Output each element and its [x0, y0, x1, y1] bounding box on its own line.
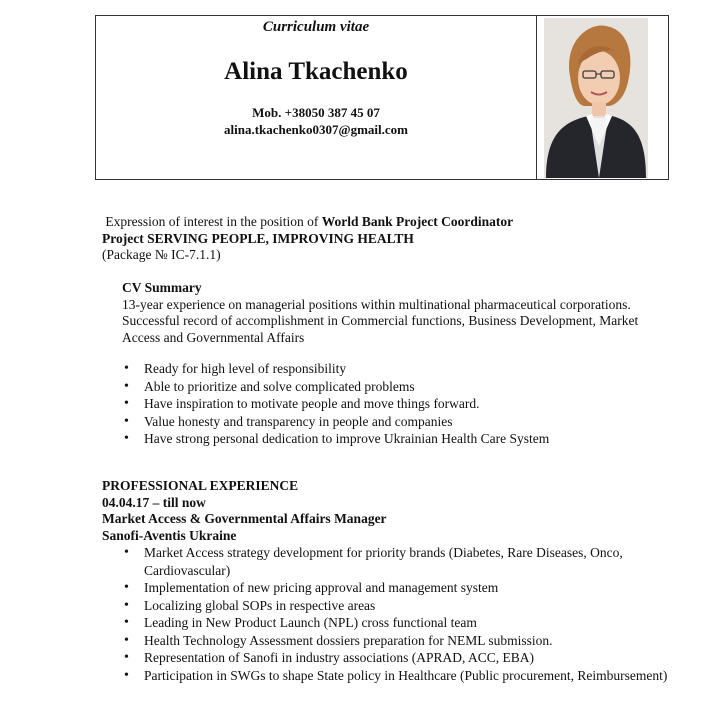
- email-address: alina.tkachenko0307@gmail.com: [224, 122, 408, 137]
- list-item: • Able to prioritize and solve complicated problems: [122, 378, 682, 396]
- professional-experience: [102, 478, 682, 544]
- section-title: PROFESSIONAL EXPERIENCE: [102, 478, 299, 493]
- list-item: • Participation in SWGs to shape State policy in Healthcare (Public procurement, Reimbursement): [122, 667, 682, 685]
- list-item: • Implementation of new pricing approval and management system: [122, 579, 682, 597]
- intro-position: World Bank Project Coordinator: [321, 214, 514, 229]
- summary-line-2: Successful record of accomplishment in Commercial functions, Business Development, Market: [122, 313, 639, 328]
- strengths-list: [122, 360, 682, 448]
- mobile-number: Mob. +38050 387 45 07: [252, 105, 380, 120]
- intro-prefix: Expression of interest in the position of: [105, 214, 319, 229]
- list-item: • Ready for high level of responsibility: [122, 360, 682, 378]
- list-item: • Value honesty and transparency in people and companies: [122, 413, 682, 431]
- candidate-name: Alina Tkachenko: [224, 58, 408, 85]
- portrait-image: [544, 18, 648, 178]
- summary-title: CV Summary: [122, 280, 202, 295]
- list-item: • Have inspiration to motivate people and move things forward.: [122, 395, 682, 413]
- summary-line-3: Access and Governmental Affairs: [122, 329, 305, 345]
- project-name: Project SERVING PEOPLE, IMPROVING HEALTH: [102, 230, 414, 246]
- profile-photo: [544, 18, 648, 178]
- intro-line-3: (Package № IC-7.1.1): [102, 247, 221, 262]
- list-item: • Representation of Sanofi in industry associations (APRAD, ACC, EBA): [122, 649, 682, 667]
- duties-list: [122, 544, 682, 684]
- cv-label: Curriculum vitae: [262, 19, 370, 35]
- list-item: • Localizing global SOPs in respective areas: [122, 597, 682, 615]
- summary-line-1: 13-year experience on managerial positions within multinational pharmaceutical corporations.: [122, 296, 631, 312]
- list-item: • Health Technology Assessment dossiers preparation for NEML submission.: [122, 632, 682, 650]
- cv-summary: [122, 280, 682, 346]
- list-item: • Have strong personal dedication to improve Ukrainian Health Care System: [122, 430, 682, 448]
- intro-line-2: [102, 231, 513, 248]
- header-divider: [536, 16, 537, 179]
- list-item: • Market Access strategy development for priority brands (Diabetes, Rare Diseases, Onco, Cardiovascular): [122, 544, 682, 579]
- cv-header: [95, 15, 669, 180]
- application-intro: [102, 214, 513, 264]
- list-item: • Leading in New Product Launch (NPL) cross functional team: [122, 614, 682, 632]
- job-role: Market Access & Governmental Affairs Manager: [102, 511, 387, 526]
- intro-line-1: [102, 214, 513, 231]
- header-text-block: [96, 16, 536, 179]
- job-period: 04.04.17 – till now: [102, 494, 206, 510]
- job-company: Sanofi-Aventis Ukraine: [102, 527, 237, 543]
